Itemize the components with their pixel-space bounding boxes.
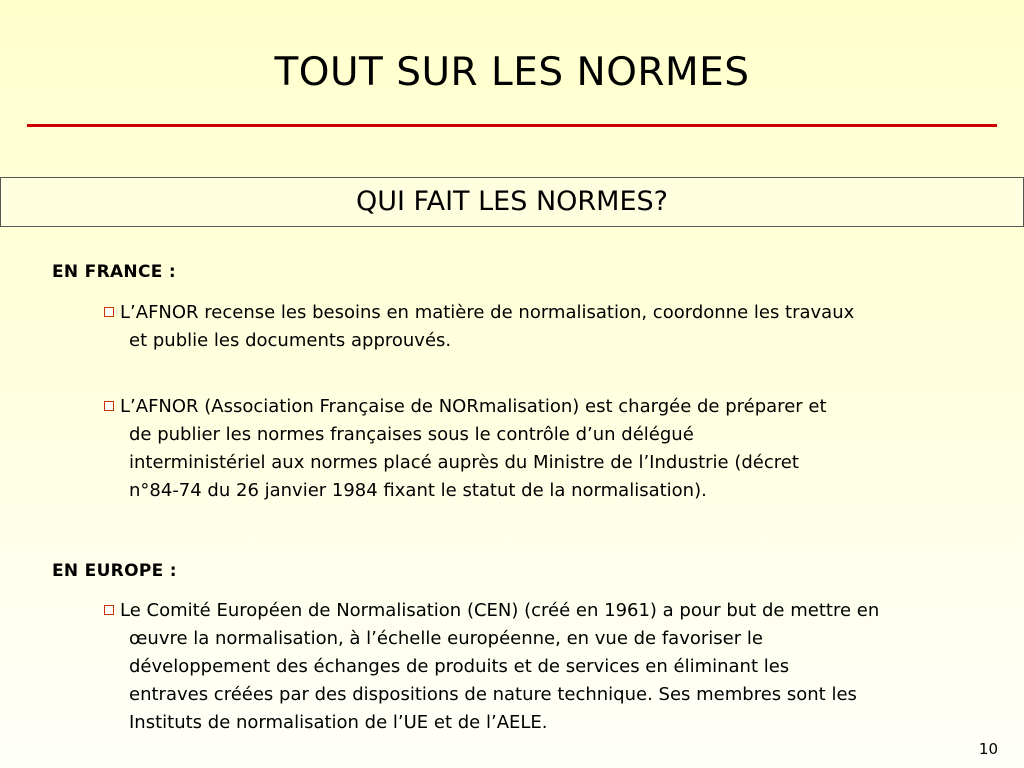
bullet-line: et publie les documents approuvés. [129,330,452,351]
bullet-line: entraves créées par des dispositions de nature technique. Ses membres sont les [129,684,857,705]
bullet-line [104,597,1016,625]
section-heading-europe: EN EUROPE : [52,561,177,581]
subtitle-box [0,177,1024,227]
bullet-afnor-association [104,393,1016,505]
bullet-text: L’AFNOR (Association Française de NORmalisation) est chargée de préparer et [120,396,827,417]
slide-title: TOUT SUR LES NORMES [274,50,750,95]
bullet-line: Instituts de normalisation de l’UE et de l’AELE. [129,712,548,733]
bullet-line: n°84-74 du 26 janvier 1984 fixant le statut de la normalisation). [129,480,707,501]
bullet-line [104,393,1016,421]
bullet-line: de publier les normes françaises sous le contrôle d’un délégué [129,424,694,445]
bullet-cen [104,597,1016,737]
checkbox-bullet-icon [104,401,114,411]
title-divider [27,124,997,127]
bullet-line [104,299,1016,327]
bullet-line: interministériel aux normes placé auprès du Ministre de l’Industrie (décret [129,452,799,473]
bullet-line: œuvre la normalisation, à l’échelle européenne, en vue de favoriser le [129,628,763,649]
page-number: 10 [978,740,998,758]
bullet-text: L’AFNOR recense les besoins en matière de normalisation, coordonne les travaux [120,302,855,323]
checkbox-bullet-icon [104,307,114,317]
bullet-afnor-recense [104,299,1016,355]
slide-subtitle: QUI FAIT LES NORMES? [356,186,668,217]
bullet-text: Le Comité Européen de Normalisation (CEN) (créé en 1961) a pour but de mettre en [120,600,880,621]
checkbox-bullet-icon [104,605,114,615]
bullet-line: développement des échanges de produits et de services en éliminant les [129,656,790,677]
section-heading-france: EN FRANCE : [52,262,176,282]
